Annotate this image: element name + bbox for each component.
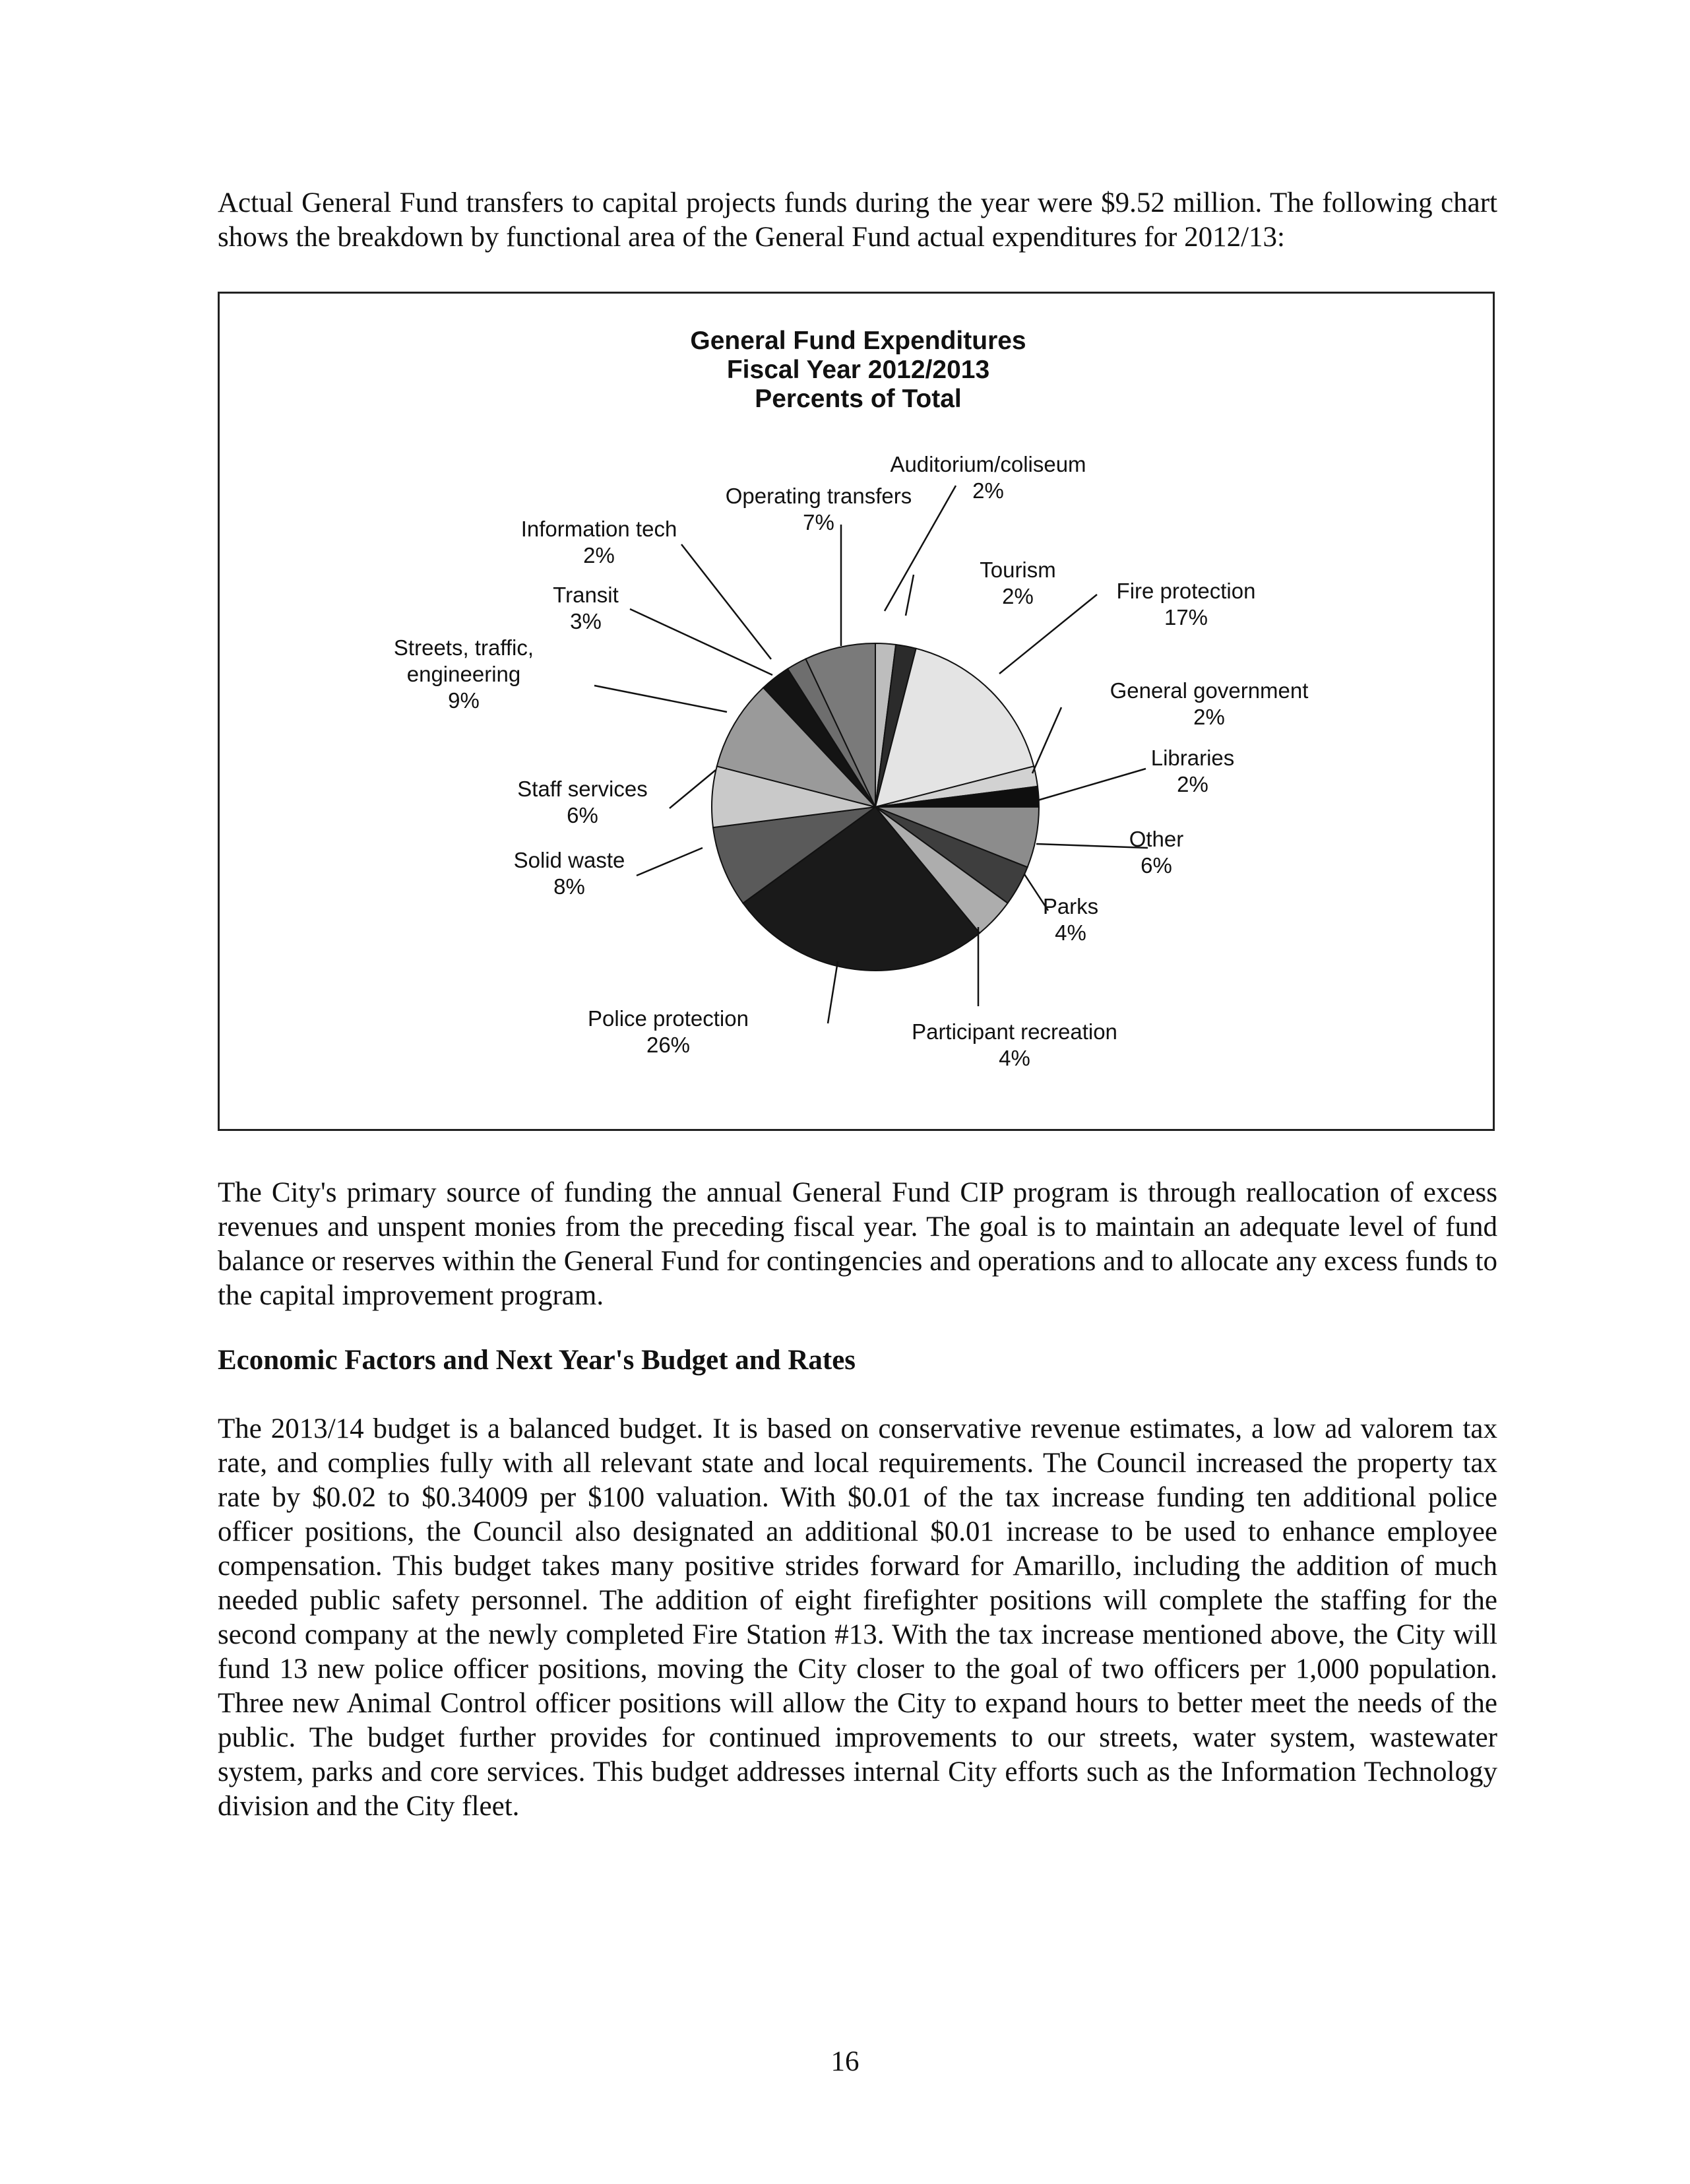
pie-chart-frame [218,292,1495,1131]
pie-chart [220,294,1497,1133]
leader-tourism [906,575,914,616]
label-operating-transfers: Operating transfers 7% [725,484,912,534]
cip-paragraph: The City's primary source of funding the annual General Fund CIP program is through reallocation of excess revenues and unspent monies from the preceding fiscal year. The goal is to maintain an adequate level of fund balance or reserves within the General Fund for contingencies and operations and to allocate any excess funds to the capital improvement program. [218,1177,1497,1311]
label-general-government: General government 2% [1110,678,1309,729]
label-other: Other 6% [1129,827,1184,878]
pie-slices [712,643,1039,971]
label-streets-traffic-engineering: Streets, traffic, engineering 9% [393,635,534,713]
label-participant-recreation: Participant recreation 4% [912,1019,1117,1070]
leader-solid-waste [637,848,703,876]
budget-paragraph: The 2013/14 budget is a balanced budget. It is based on conservative revenue estimates, a low ad valorem tax rate, and complies fully with all relevant state and local requirements. The Council increased the property tax rate by $0.02 to $0.34009 per $100 valuation. With $0.01 of the tax increase funding ten additional police officer positions, the Council also designated an additional $0.01 increase to be used to enhance employee compensation. This budget takes many positive strides forward for Amarillo, including the addition of much needed public safety personnel. The addition of eight firefighter positions will complete the staffing for the second company at the newly completed Fire Station #13. With the tax increase mentioned above, the City will fund 13 new police officer positions, moving the City closer to the goal of two officers per 1,000 population. Three new Animal Control officer positions will allow the City to expand hours to better meet the needs of the public. The budget further provides for continued improvements to our streets, water system, wastewater system, parks and core services. This budget addresses internal City efforts such as the Information Technology division and the City fleet. [218,1413,1497,1822]
leader-information-tech [681,544,771,659]
label-tourism: Tourism 2% [980,558,1056,608]
label-solid-waste: Solid waste 8% [513,848,625,899]
label-parks: Parks 4% [1042,894,1099,945]
section-heading: Economic Factors and Next Year's Budget and Rates [218,1345,856,1376]
leader-general-government [1032,707,1061,773]
intro-paragraph: Actual General Fund transfers to capital projects funds during the year were $9.52 million. The following chart shows the breakdown by functional area of the General Fund actual expenditures for 2012/13: [218,187,1497,253]
leader-streets-traffic-engineering [594,686,727,712]
chart-title-line-1: General Fund Expenditures [690,327,1026,355]
label-libraries: Libraries 2% [1150,746,1235,796]
leader-staff-services [670,770,716,808]
leader-police-protection [828,961,838,1023]
label-transit: Transit 3% [553,583,619,633]
page-number: 16 [830,2046,860,2077]
leader-transit [630,609,772,675]
label-staff-services: Staff services 6% [517,777,648,827]
chart-title-line-3: Percents of Total [755,385,962,413]
label-police-protection: Police protection 26% [588,1006,749,1057]
chart-title-line-2: Fiscal Year 2012/2013 [726,356,990,384]
label-information-tech: Information tech 2% [520,517,677,567]
label-auditorium-coliseum: Auditorium/coliseum 2% [890,452,1086,503]
label-fire-protection: Fire protection 17% [1116,579,1256,629]
leader-libraries [1038,769,1146,800]
